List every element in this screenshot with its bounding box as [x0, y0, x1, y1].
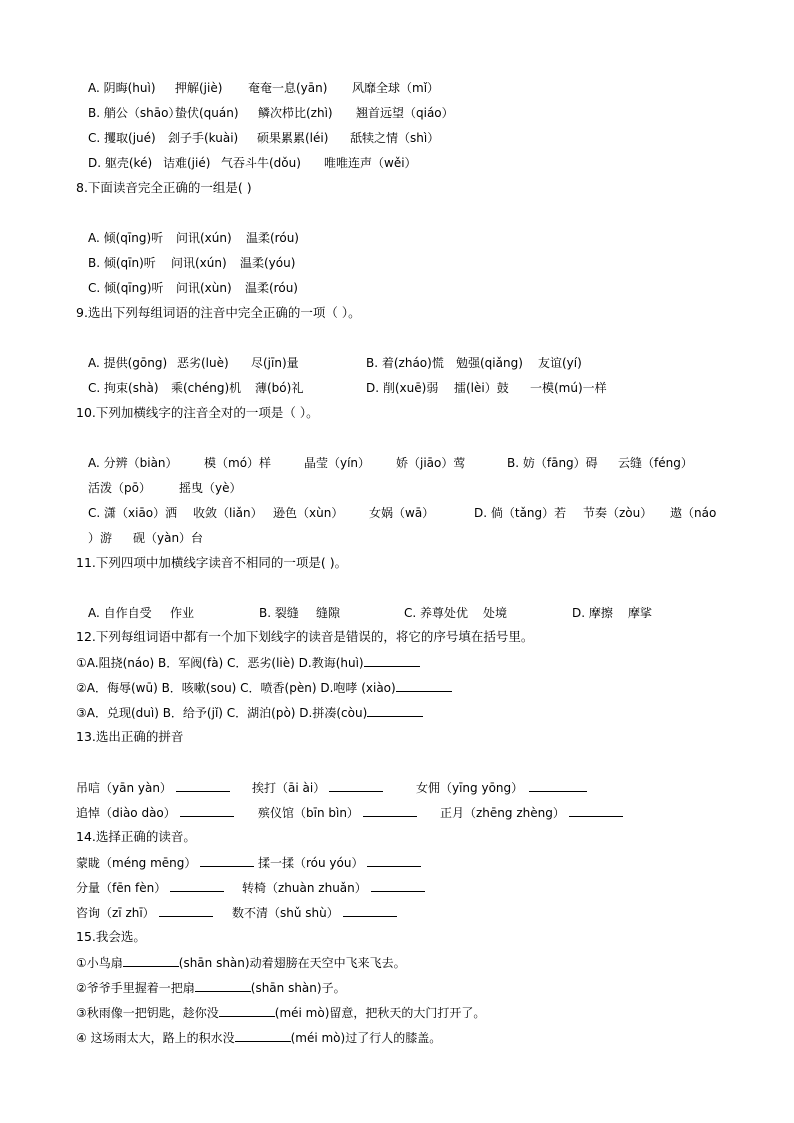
q7-b-3: 鳞次栉比(zhì): [258, 106, 333, 120]
q14-item-4: 转椅（zhuàn zhuǎn）: [242, 878, 425, 897]
q13-item-2: 挨打（āi ài）: [252, 778, 383, 797]
q14-title: 14.选择正确的读音。: [76, 829, 196, 844]
q11-a-2: 作业: [170, 606, 195, 620]
q11-b-2: 缝隙: [316, 606, 341, 620]
q7-b-4: 翘首远望（qiáo）: [356, 106, 454, 120]
q10-title: 10.下列加横线字的注音全对的一项是（ ）。: [76, 405, 319, 420]
q8-a-3: 温柔(róu): [246, 231, 299, 245]
q10-c-3: 逊色（xùn）: [273, 506, 344, 520]
answer-blank[interactable]: [235, 1028, 291, 1042]
q8-b-3: 温柔(yóu): [240, 256, 296, 270]
answer-blank[interactable]: [396, 678, 452, 692]
q14-item-1: 蒙眬（méng mēng）: [76, 853, 254, 872]
q10-c-2: 收敛（liǎn）: [193, 506, 263, 520]
q10-a-4: 娇（jiāo）莺: [396, 456, 466, 470]
q12-row-2: [76, 678, 452, 697]
q11-d-1: D. 摩擦: [572, 606, 613, 620]
q10-c-4: 女娲（wā）: [369, 506, 435, 520]
q7-b-1: B. 艄公（shāo）: [88, 106, 181, 120]
answer-blank[interactable]: [363, 803, 417, 817]
answer-blank[interactable]: [219, 1003, 275, 1017]
q13-item-6: 正月（zhēng zhèng）: [440, 803, 623, 822]
q11-d-2: 摩挲: [628, 606, 653, 620]
q9-title: 9.选出下列每组词语的注音中完全正确的一项（ ）。: [76, 305, 361, 320]
q10-d-3: 遨（náo: [670, 506, 717, 520]
q9-d-3: 一模(mú)一样: [530, 381, 607, 395]
q10-b-1: B. 妨（fāng）碍: [507, 456, 598, 470]
answer-blank[interactable]: [367, 853, 421, 867]
answer-blank[interactable]: [529, 778, 587, 792]
q14-item-3: 分量（fēn fèn）: [76, 878, 224, 897]
answer-blank[interactable]: [123, 953, 179, 967]
q13-item-3: 女佣（yīng yōng）: [416, 778, 587, 797]
q10-a-3: 晶莹（yín）: [304, 456, 371, 470]
q7-a-2: 押解(jiè): [175, 81, 223, 95]
q13-item-4: 追悼（diào dào）: [76, 803, 234, 822]
q14-item-5: 咨询（zī zhī）: [76, 903, 213, 922]
q15-row-3: ③秋雨像一把钥匙，趁你没 (méi mò)留意，把秋天的大门打开了。: [76, 1003, 485, 1022]
q10-d-5: 砚（yàn）台: [133, 531, 204, 545]
q14-item-2: 揉一揉（róu yóu）: [258, 853, 421, 872]
answer-blank[interactable]: [176, 778, 230, 792]
q12-row-2-text: ②A．侮辱(wū) B．咳嗽(sou) C．喷香(pèn) D.咆哮 (xiào): [76, 681, 396, 695]
answer-blank[interactable]: [195, 978, 251, 992]
q10-d-4: ）游: [88, 531, 113, 545]
q15-row-2: ②爷爷手里握着一把扇 (shān shàn)子。: [76, 978, 346, 997]
q7-d-2: 诘难(jié): [163, 156, 211, 170]
q8-c-2: 问讯(xùn): [176, 281, 232, 295]
q11-a-1: A. 自作自受: [88, 606, 152, 620]
q13-item-1: 吊唁（yān yàn）: [76, 778, 230, 797]
q8-b-2: 问讯(xún): [171, 256, 227, 270]
q10-a-2: 模（mó）样: [204, 456, 272, 470]
q12-row-3: [76, 703, 423, 722]
q8-b-1: B. 倾(qīn)听: [88, 256, 156, 270]
q9-c-2: 乘(chéng)机: [171, 381, 242, 395]
q12-row-1: [76, 653, 420, 672]
answer-blank[interactable]: [329, 778, 383, 792]
q7-a-4: 风靡全球（mǐ）: [352, 81, 440, 95]
q7-d-3: 气吞斗牛(dǒu): [221, 156, 301, 170]
q9-b-2: 勉强(qiǎng): [456, 356, 523, 370]
answer-blank[interactable]: [180, 803, 234, 817]
q11-c-1: C. 养尊处优: [404, 606, 469, 620]
q10-b-2: 云缝（féng）: [618, 456, 693, 470]
q10-d-2: 节奏（zòu）: [583, 506, 653, 520]
answer-blank[interactable]: [200, 853, 254, 867]
q7-d-1: D. 躯壳(ké): [88, 156, 153, 170]
answer-blank[interactable]: [364, 653, 420, 667]
q8-a-1: A. 倾(qīng)听: [88, 231, 164, 245]
q7-c-4: 舐犊之情（shì）: [350, 131, 440, 145]
q9-d-1: D. 削(xuē)弱: [366, 381, 439, 395]
q9-b-1: B. 着(zháo)慌: [366, 356, 444, 370]
q10-c-1: C. 潇（xiāo）洒: [88, 506, 178, 520]
q12-row-1-text: ①A.阻挠(náo) B．军阀(fà) C．恶劣(liè) D.教诲(huì): [76, 656, 364, 670]
q7-a-3: 奄奄一息(yān): [248, 81, 328, 95]
q14-item-6: 数不清（shǔ shù）: [232, 903, 397, 922]
q15-row-4: ④ 这场雨太大，路上的积水没 (méi mò)过了行人的膝盖。: [76, 1028, 441, 1047]
q9-c-1: C. 拘束(shà): [88, 381, 159, 395]
q8-title: 8.下面读音完全正确的一组是( ): [76, 180, 252, 195]
q8-a-2: 问讯(xún): [176, 231, 232, 245]
q15-title: 15.我会选。: [76, 929, 146, 944]
answer-blank[interactable]: [159, 903, 213, 917]
q7-a-1: A. 阴晦(huì): [88, 81, 156, 95]
q11-title: 11.下列四项中加横线字读音不相同的一项是( )。: [76, 555, 348, 570]
q8-c-3: 温柔(róu): [245, 281, 298, 295]
answer-blank[interactable]: [367, 703, 423, 717]
answer-blank[interactable]: [170, 878, 224, 892]
q9-a-2: 恶劣(luè): [177, 356, 229, 370]
q15-row-1: ①小鸟扇 (shān shàn)动着翅膀在天空中飞来飞去。: [76, 953, 406, 972]
q10-d-1: D. 倘（tǎng）若: [474, 506, 567, 520]
q7-c-3: 硕果累累(léi): [257, 131, 329, 145]
answer-blank[interactable]: [343, 903, 397, 917]
q9-a-1: A. 提供(gōng): [88, 356, 168, 370]
q7-b-2: 蛰伏(quán): [175, 106, 239, 120]
q11-c-2: 处境: [483, 606, 508, 620]
q9-c-3: 薄(bó)礼: [255, 381, 304, 395]
answer-blank[interactable]: [371, 878, 425, 892]
q10-b-3: 活泼（pō）: [88, 481, 151, 495]
q10-a-1: A. 分辨（biàn）: [88, 456, 178, 470]
q7-c-1: C. 攫取(jué): [88, 131, 156, 145]
q13-item-5: 殡仪馆（bīn bìn）: [258, 803, 417, 822]
q12-row-3-text: ③A．兑现(duì) B．给予(jǐ) C．湖泊(pò) D.拼凑(còu): [76, 706, 368, 720]
q9-a-3: 尽(jīn)量: [251, 356, 299, 370]
q9-d-2: 擂(lèi）鼓: [454, 381, 509, 395]
q7-d-4: 唯唯连声（wěi）: [324, 156, 417, 170]
q13-title: 13.选出正确的拼音: [76, 729, 184, 744]
answer-blank[interactable]: [569, 803, 623, 817]
q8-c-1: C. 倾(qīng)听: [88, 281, 164, 295]
q7-c-2: 刽子手(kuài): [168, 131, 239, 145]
q11-b-1: B. 裂缝: [259, 606, 299, 620]
q9-b-3: 友谊(yí): [538, 356, 582, 370]
q12-title: 12.下列每组词语中都有一个加下划线字的读音是错误的，将它的序号填在括号里。: [76, 629, 534, 644]
q10-b-4: 摇曳（yè）: [179, 481, 242, 495]
